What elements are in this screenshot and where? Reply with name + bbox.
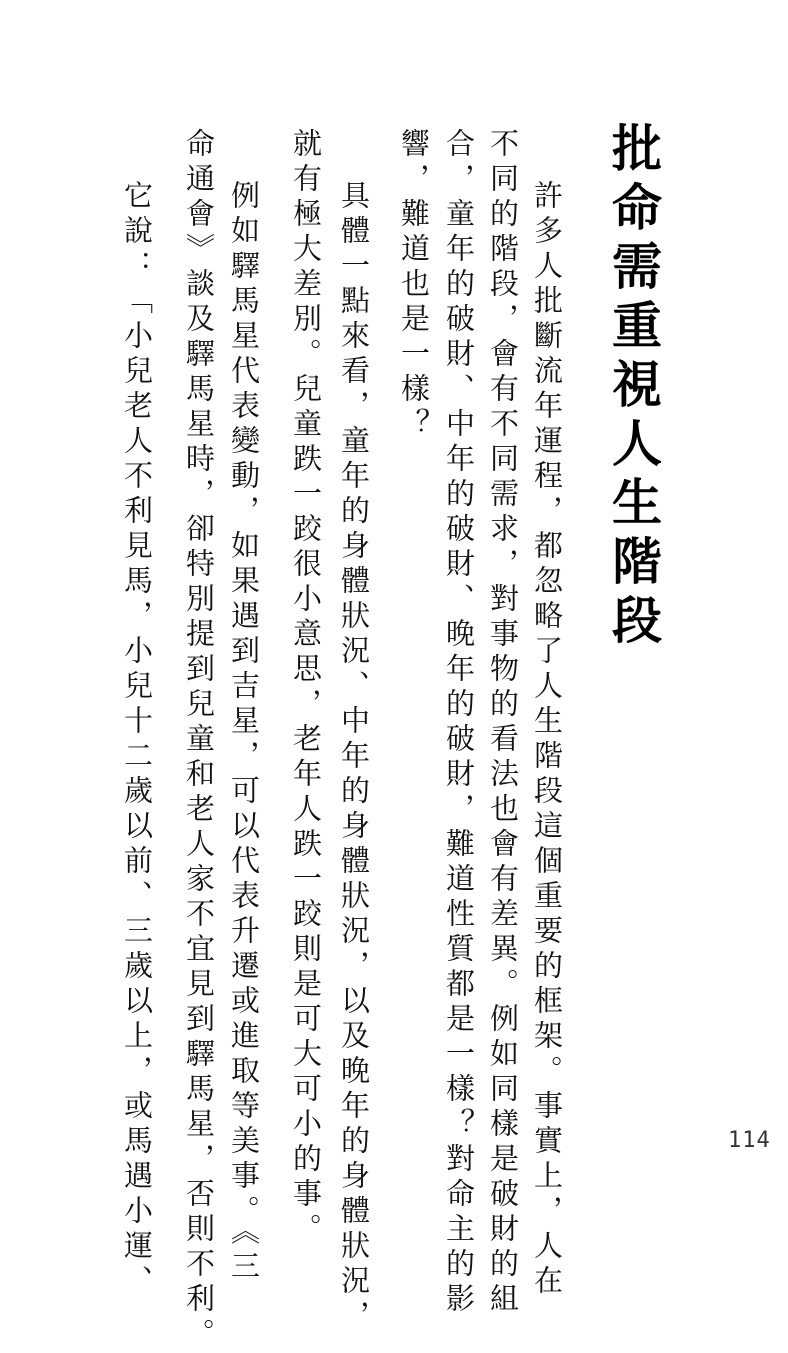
text-column-2: 不同的階段，會有不同需求，對事物的看法也會有差異。例如同樣是破財的組 — [486, 128, 520, 1318]
text-column-6: 就有極大差別。兒童跌一跤很小意思，老年人跌一跤則是可大可小的事。 — [289, 128, 323, 1248]
chapter-title: 批命需重視人生階段 — [604, 122, 662, 653]
text-column-7: 例如驛馬星代表變動，如果遇到吉星，可以代表升遷或進取等美事。《三 — [227, 180, 261, 1286]
text-column-5: 具體一點來看，童年的身體狀況、中年的身體狀況，以及晚年的身體狀況， — [337, 180, 371, 1335]
text-column-8: 命通會》談及驛馬星時，卻特別提到兒童和老人家不宜見到驛馬星，否則不利。 — [182, 128, 216, 1353]
text-column-9: 它說：「小兒老人不利見馬，小兒十二歲以前、三歲以上，或馬遇小運、 — [120, 180, 154, 1300]
text-column-4: 響，難道也是一樣？ — [397, 128, 431, 443]
text-column-3: 合，童年的破財、中年的破財、晚年的破財，難道性質都是一樣？對命主的影 — [442, 128, 476, 1318]
text-column-1: 許多人批斷流年運程，都忽略了人生階段這個重要的框架。事實上，人在 — [530, 180, 564, 1300]
page-number: 114 — [728, 1128, 771, 1153]
